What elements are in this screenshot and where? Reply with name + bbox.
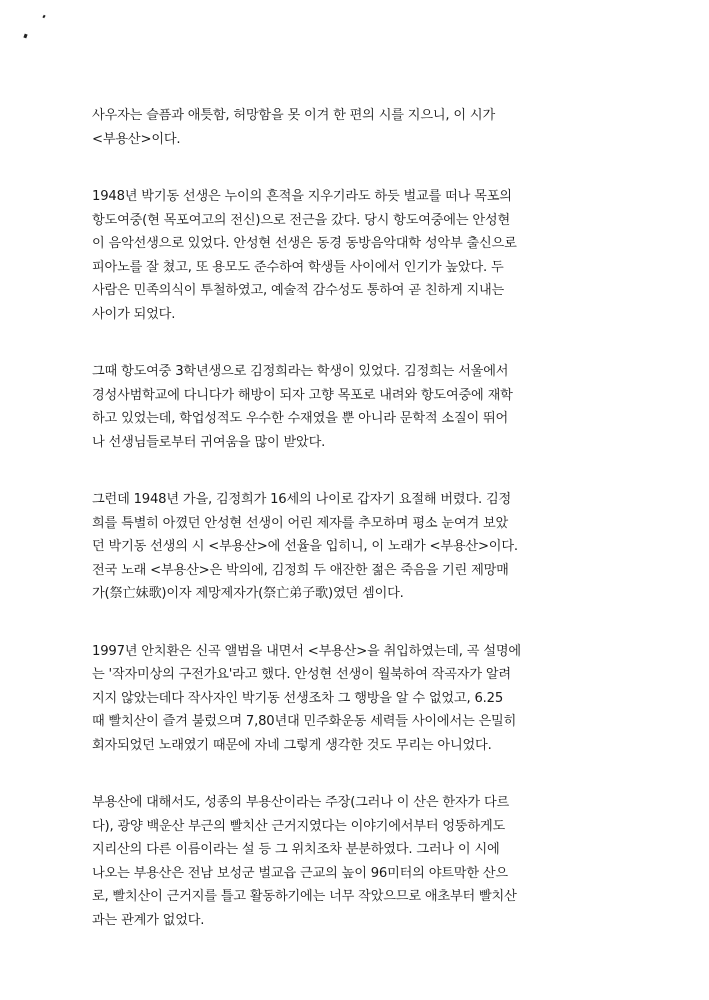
paragraph: 그때 항도여중 3학년생으로 김정희라는 학생이 있었다. 김정희는 서울에서 경성사범학교에 다니다가 해방이 되자 고향 목포로 내려와 항도여중에 재학 하고 있었는데, 학업성적도 우수한 수재였을 뿐 아니라 문학적 소질이 뛰어 나 선생님들로부터 귀여움을 많이 받았다. (92, 364, 513, 450)
scan-speck (42, 15, 45, 19)
paragraph: 그런데 1948년 가을, 김정희가 16세의 나이로 갑자기 요절해 버렸다. 김정 희를 특별히 아꼈던 안성현 선생이 어린 제자를 추모하며 평소 눈여겨 보았 던 박기동 선생의 시 <부용산>에 선율을 입히니, 이 노래가 <부용산>이다. 전국 노래 <부용산>은 박의에, 김정희 두 애잔한 젊은 죽음을 기린 제망매 가(祭亡妹歌)이자 제망제자가(祭亡弟子歌)였던 셈이다. (92, 492, 518, 601)
document-body (92, 104, 614, 966)
paragraph: 1948년 박기동 선생은 누이의 흔적을 지우기라도 하듯 벌교를 떠나 목포의 항도여중(현 목포여고의 전신)으로 전근을 갔다. 당시 항도여중에는 안성현 이 음악선생으로 있었다. 안성현 선생은 동경 동방음악대학 성악부 출신으로 피아노를 잘 쳤고, 또 용모도 준수하여 학생들 사이에서 인기가 높았다. 두 사람은 민족의식이 투철하였고, 예술적 감수성도 통하여 곧 친하게 지내는 사이가 되었다. (92, 189, 517, 322)
paragraph: 사우자는 슬픔과 애틋함, 허망함을 못 이겨 한 편의 시를 지으니, 이 시가 <부용산>이다. (92, 108, 495, 147)
paragraph: 1997년 안치환은 신곡 앨범을 내면서 <부용산>을 취입하였는데, 곡 설명에 는 '작자미상의 구전가요'라고 했다. 안성현 선생이 월북하여 작곡자가 알려 지지 않았는데다 작사자인 박기동 선생조차 그 행방을 알 수 없었고, 6.25 때 빨치산이 즐겨 불렀으며 7,80년대 민주화운동 세력들 사이에서는 은밀히 회자되었던 노래였기 때문에 자네 그렇게 생각한 것도 무리는 아니었다. (92, 643, 521, 753)
scan-speck (23, 34, 27, 39)
paragraph: 부용산에 대해서도, 성종의 부용산이라는 주장(그러나 이 산은 한자가 다르 다), 광양 백운산 부근의 빨치산 근거지였다는 이야기에서부터 엉뚱하게도 지리산의 다른 이름이라는 설 등 그 위치조차 분분하였다. 그러나 이 시에 나오는 부용산은 전남 보성군 벌교읍 근교의 높이 96미터의 야트막한 산으 로, 빨치산이 근거지를 틀고 활동하기에는 너무 작았으므로 애초부터 빨치산 과는 관계가 없었다. (92, 795, 517, 928)
